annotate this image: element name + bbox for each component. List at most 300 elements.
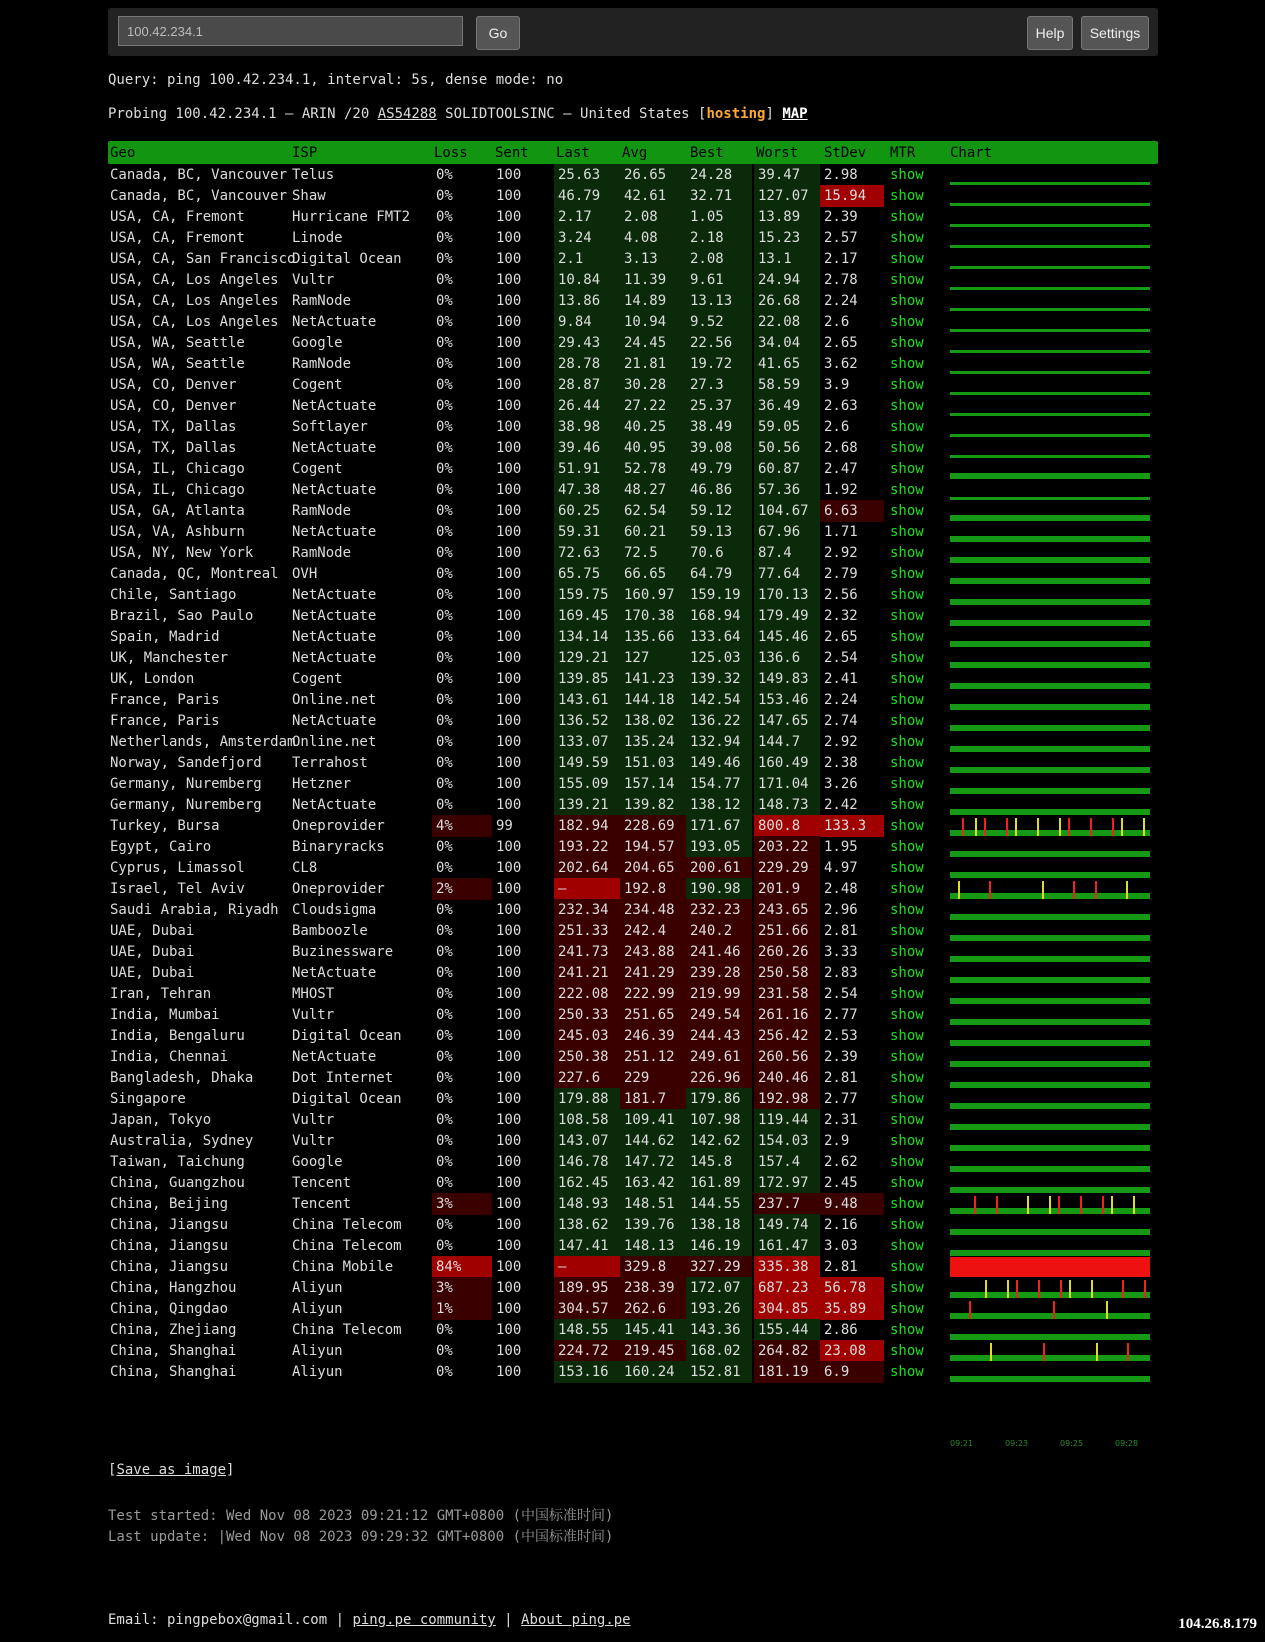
cell-worst: 144.7: [754, 731, 820, 753]
mtr-show-link[interactable]: show: [890, 1091, 924, 1107]
cell-loss: 0%: [436, 671, 453, 687]
cell-loss: 0%: [436, 188, 453, 204]
cell-isp: Bamboozle: [292, 923, 368, 939]
cell-geo: China, Guangzhou: [110, 1175, 245, 1191]
cell-sent: 99: [496, 818, 513, 834]
cell-last: 139.85: [554, 668, 620, 690]
save-row: [108, 1462, 234, 1478]
cell-sd: 2.38: [824, 755, 858, 771]
latency-sparkline: [950, 458, 1150, 480]
latency-sparkline: [950, 626, 1150, 648]
mtr-show-link[interactable]: show: [890, 1007, 924, 1023]
cell-isp: China Mobile: [292, 1259, 394, 1275]
mtr-show-link[interactable]: show: [890, 566, 924, 582]
cell-worst: 335.38: [754, 1256, 820, 1278]
latency-sparkline: [950, 1172, 1150, 1194]
cell-geo: France, Paris: [110, 713, 220, 729]
cell-worst: 127.07: [754, 185, 820, 207]
col-last: Last: [556, 145, 590, 161]
latency-sparkline: [950, 1109, 1150, 1131]
cell-geo: USA, WA, Seattle: [110, 335, 245, 351]
latency-sparkline: [950, 878, 1150, 900]
cell-sent: 100: [496, 167, 522, 183]
mtr-show-link[interactable]: show: [890, 755, 924, 771]
mtr-show-link[interactable]: show: [890, 881, 924, 897]
mtr-show-link[interactable]: show: [890, 776, 924, 792]
cell-worst: 155.44: [754, 1319, 820, 1341]
table-row: [108, 1298, 1158, 1320]
mtr-show-link[interactable]: show: [890, 839, 924, 855]
loss-spike: [984, 818, 986, 836]
cell-loss: 0%: [436, 923, 453, 939]
mtr-show-link[interactable]: show: [890, 419, 924, 435]
go-button[interactable]: Go: [476, 16, 520, 50]
mtr-show-link[interactable]: show: [890, 692, 924, 708]
mtr-show-link[interactable]: show: [890, 1070, 924, 1086]
mtr-show-link[interactable]: show: [890, 797, 924, 813]
mtr-show-link[interactable]: show: [890, 1301, 924, 1317]
cell-isp: Vultr: [292, 1007, 335, 1023]
mtr-show-link[interactable]: show: [890, 1154, 924, 1170]
cell-sd: 2.24: [824, 293, 858, 309]
mtr-show-link[interactable]: show: [890, 377, 924, 393]
cell-isp: Binaryracks: [292, 839, 385, 855]
cell-geo: Australia, Sydney: [110, 1133, 254, 1149]
bracket-close: ]: [226, 1462, 235, 1478]
mtr-show-link[interactable]: show: [890, 608, 924, 624]
cell-last: 232.34: [554, 899, 620, 921]
col-best: Best: [690, 145, 724, 161]
cell-avg: 160.97: [620, 584, 686, 606]
cell-isp: Aliyun: [292, 1280, 343, 1296]
table-row: [108, 248, 1158, 270]
about-link[interactable]: About ping.pe: [521, 1612, 631, 1628]
loss-spike: [1059, 818, 1061, 836]
cell-worst: 149.83: [754, 668, 820, 690]
latency-sparkline: [950, 416, 1150, 438]
latency-sparkline: [950, 1235, 1150, 1257]
latency-sparkline: [950, 899, 1150, 921]
cell-isp: Digital Ocean: [292, 1028, 402, 1044]
cell-best: 161.89: [686, 1172, 752, 1194]
cell-avg: 192.8: [620, 878, 686, 900]
cell-avg: 141.23: [620, 668, 686, 690]
cell-sent: 100: [496, 839, 522, 855]
cell-worst: 147.65: [754, 710, 820, 732]
table-row: [108, 857, 1158, 879]
cell-best: 219.99: [686, 983, 752, 1005]
mtr-show-link[interactable]: show: [890, 902, 924, 918]
cell-best: 179.86: [686, 1088, 752, 1110]
settings-button[interactable]: Settings: [1081, 16, 1149, 50]
latency-sparkline: [950, 1046, 1150, 1068]
cell-avg: 3.13: [620, 248, 686, 270]
cell-sd: 2.74: [824, 713, 858, 729]
cell-last: 29.43: [554, 332, 620, 354]
table-row: [108, 437, 1158, 459]
cell-isp: Tencent: [292, 1196, 352, 1212]
mtr-show-link[interactable]: show: [890, 1028, 924, 1044]
cell-sent: 100: [496, 398, 522, 414]
community-link[interactable]: ping.pe community: [352, 1612, 496, 1628]
cell-last: 245.03: [554, 1025, 620, 1047]
cell-sd: 2.77: [824, 1007, 858, 1023]
cell-last: 2.17: [554, 206, 620, 228]
cell-sent: 100: [496, 209, 522, 225]
cell-sent: 100: [496, 965, 522, 981]
cell-sent: 100: [496, 1175, 522, 1191]
cell-avg: 148.51: [620, 1193, 686, 1215]
table-row: [108, 1130, 1158, 1152]
mtr-show-link[interactable]: show: [890, 188, 924, 204]
latency-sparkline: [950, 1130, 1150, 1152]
cell-loss: 0%: [436, 503, 453, 519]
cell-loss: 0%: [436, 1049, 453, 1065]
cell-sent: 100: [496, 251, 522, 267]
mtr-show-link[interactable]: show: [890, 545, 924, 561]
cell-sd: 2.65: [824, 335, 858, 351]
mtr-show-link[interactable]: show: [890, 482, 924, 498]
cell-best: 152.81: [686, 1361, 752, 1383]
mtr-show-link[interactable]: show: [890, 167, 924, 183]
cell-geo: Brazil, Sao Paulo: [110, 608, 254, 624]
mtr-show-link[interactable]: show: [890, 1364, 924, 1380]
mtr-show-link[interactable]: show: [890, 524, 924, 540]
cell-geo: India, Bengaluru: [110, 1028, 245, 1044]
mtr-show-link[interactable]: show: [890, 1217, 924, 1233]
cell-sd: 2.53: [824, 1028, 858, 1044]
col-avg: Avg: [622, 145, 648, 161]
cell-last: 241.21: [554, 962, 620, 984]
table-row: [108, 332, 1158, 354]
cell-geo: Norway, Sandefjord: [110, 755, 262, 771]
cell-loss: 0%: [436, 986, 453, 1002]
footer-email: Email: pingpebox@gmail.com |: [108, 1612, 353, 1628]
cell-isp: NetActuate: [292, 713, 377, 729]
cell-geo: China, Shanghai: [110, 1343, 237, 1359]
cell-sd: 2.86: [824, 1322, 858, 1338]
mtr-show-link[interactable]: show: [890, 671, 924, 687]
cell-isp: Softlayer: [292, 419, 368, 435]
mtr-show-link[interactable]: show: [890, 860, 924, 876]
cell-geo: USA, CO, Denver: [110, 398, 237, 414]
mtr-show-link[interactable]: show: [890, 1196, 924, 1212]
cell-best: 125.03: [686, 647, 752, 669]
mtr-show-link[interactable]: show: [890, 1343, 924, 1359]
table-row: [108, 1361, 1158, 1383]
cell-avg: 40.25: [620, 416, 686, 438]
cell-geo: China, Jiangsu: [110, 1217, 229, 1233]
cell-avg: 62.54: [620, 500, 686, 522]
loss-spike: [1095, 881, 1097, 899]
mtr-show-link[interactable]: show: [890, 1238, 924, 1254]
cell-sd: 2.31: [824, 1112, 858, 1128]
cell-best: 142.62: [686, 1130, 752, 1152]
cell-isp: NetActuate: [292, 314, 377, 330]
cell-sent: 100: [496, 1049, 522, 1065]
cell-worst: 34.04: [754, 332, 820, 354]
loss-spike: [1121, 818, 1123, 836]
latency-sparkline: [950, 647, 1150, 669]
cell-isp: Online.net: [292, 734, 377, 750]
tick-label: 09:21: [950, 1439, 974, 1448]
cell-avg: 194.57: [620, 836, 686, 858]
mtr-show-link[interactable]: show: [890, 1259, 924, 1275]
col-chart: Chart: [950, 145, 993, 161]
cell-sent: 100: [496, 377, 522, 393]
mtr-show-link[interactable]: show: [890, 1049, 924, 1065]
cell-sd: 2.57: [824, 230, 858, 246]
mtr-show-link[interactable]: show: [890, 1280, 924, 1296]
mtr-show-link[interactable]: show: [890, 986, 924, 1002]
cell-loss: 0%: [436, 1007, 453, 1023]
corner-ip: 104.26.8.179: [1178, 1616, 1257, 1632]
cell-last: 26.44: [554, 395, 620, 417]
cell-sent: 100: [496, 1280, 522, 1296]
cell-isp: NetActuate: [292, 608, 377, 624]
cell-sd: 2.63: [824, 398, 858, 414]
mtr-show-link[interactable]: show: [890, 230, 924, 246]
cell-best: 193.05: [686, 836, 752, 858]
cell-geo: USA, CA, Los Angeles: [110, 272, 279, 288]
cell-best: 22.56: [686, 332, 752, 354]
cell-loss: 0%: [436, 713, 453, 729]
tick-label: 09:23: [1005, 1439, 1029, 1448]
cell-sd: 2.54: [824, 650, 858, 666]
cell-isp: NetActuate: [292, 629, 377, 645]
mtr-show-link[interactable]: show: [890, 251, 924, 267]
cell-worst: 251.66: [754, 920, 820, 942]
cell-avg: 329.8: [620, 1256, 686, 1278]
cell-isp: Digital Ocean: [292, 251, 402, 267]
cell-last: 149.59: [554, 752, 620, 774]
mtr-show-link[interactable]: show: [890, 335, 924, 351]
cell-avg: 222.99: [620, 983, 686, 1005]
loss-spike: [1133, 1196, 1135, 1214]
cell-geo: India, Chennai: [110, 1049, 229, 1065]
cell-last: 143.07: [554, 1130, 620, 1152]
mtr-show-link[interactable]: show: [890, 650, 924, 666]
latency-sparkline: [950, 248, 1150, 270]
mtr-show-link[interactable]: show: [890, 713, 924, 729]
cell-worst: 13.89: [754, 206, 820, 228]
cell-avg: 229: [620, 1067, 686, 1089]
cell-best: 244.43: [686, 1025, 752, 1047]
cell-last: 162.45: [554, 1172, 620, 1194]
cell-isp: NetActuate: [292, 1049, 377, 1065]
loss-spike: [969, 1301, 971, 1319]
latency-sparkline: [950, 290, 1150, 312]
loss-spike: [990, 1343, 992, 1361]
table-row: [108, 290, 1158, 312]
cell-best: 46.86: [686, 479, 752, 501]
save-as-image-link[interactable]: Save as image: [116, 1462, 227, 1478]
cell-sent: 100: [496, 482, 522, 498]
latency-sparkline: [950, 773, 1150, 795]
cell-isp: Vultr: [292, 1112, 335, 1128]
cell-last: 250.33: [554, 1004, 620, 1026]
mtr-show-link[interactable]: show: [890, 461, 924, 477]
cell-sd: 2.32: [824, 608, 858, 624]
cell-last: 182.94: [554, 815, 620, 837]
latency-sparkline: [950, 395, 1150, 417]
cell-geo: USA, CA, Los Angeles: [110, 314, 279, 330]
cell-best: 143.36: [686, 1319, 752, 1341]
table-row: [108, 983, 1158, 1005]
cell-last: 10.84: [554, 269, 620, 291]
cell-geo: Bangladesh, Dhaka: [110, 1070, 254, 1086]
latency-sparkline: [950, 983, 1150, 1005]
mtr-show-link[interactable]: show: [890, 293, 924, 309]
cell-worst: 145.46: [754, 626, 820, 648]
mtr-show-link[interactable]: show: [890, 965, 924, 981]
cell-best: 133.64: [686, 626, 752, 648]
cell-best: 190.98: [686, 878, 752, 900]
mtr-show-link[interactable]: show: [890, 1112, 924, 1128]
cell-last: 241.73: [554, 941, 620, 963]
cell-loss: 0%: [436, 944, 453, 960]
cell-worst: 250.58: [754, 962, 820, 984]
hosting-tag: hosting: [706, 106, 766, 122]
asn-link[interactable]: AS54288: [377, 106, 437, 122]
cell-worst: 119.44: [754, 1109, 820, 1131]
cell-best: 64.79: [686, 563, 752, 585]
cell-isp: RamNode: [292, 293, 352, 309]
cell-sent: 100: [496, 1091, 522, 1107]
mtr-show-link[interactable]: show: [890, 272, 924, 288]
cell-isp: CL8: [292, 860, 318, 876]
cell-avg: 4.08: [620, 227, 686, 249]
loss-spike: [1043, 1343, 1045, 1361]
cell-isp: Cogent: [292, 671, 343, 687]
test-started: Test started: Wed Nov 08 2023 09:21:12 GMT+0800 (中国标准时间): [108, 1508, 614, 1524]
mtr-show-link[interactable]: show: [890, 1175, 924, 1191]
table-row: [108, 731, 1158, 753]
mtr-show-link[interactable]: show: [890, 1133, 924, 1149]
cell-worst: 57.36: [754, 479, 820, 501]
latency-sparkline: [950, 731, 1150, 753]
map-link[interactable]: MAP: [782, 106, 808, 122]
mtr-show-link[interactable]: show: [890, 398, 924, 414]
cell-geo: USA, CA, Fremont: [110, 230, 245, 246]
cell-loss: 4%: [432, 815, 492, 837]
cell-isp: RamNode: [292, 503, 352, 519]
cell-loss: 0%: [436, 566, 453, 582]
table-row: [108, 1025, 1158, 1047]
cell-best: 146.19: [686, 1235, 752, 1257]
help-button[interactable]: Help: [1027, 16, 1073, 50]
cell-avg: 24.45: [620, 332, 686, 354]
cell-loss: 0%: [436, 167, 453, 183]
table-row: [108, 164, 1158, 186]
loss-spike: [1090, 818, 1092, 836]
cell-last: 139.21: [554, 794, 620, 816]
mtr-show-link[interactable]: show: [890, 356, 924, 372]
cell-isp: NetActuate: [292, 965, 377, 981]
loss-spike: [1106, 1301, 1108, 1319]
loss-spike: [1122, 1280, 1124, 1298]
cell-worst: 171.04: [754, 773, 820, 795]
col-loss: Loss: [434, 145, 468, 161]
cell-last: 155.09: [554, 773, 620, 795]
cell-best: 249.61: [686, 1046, 752, 1068]
cell-best: 13.13: [686, 290, 752, 312]
mtr-show-link[interactable]: show: [890, 209, 924, 225]
probe-org: SOLIDTOOLSINC – United States [: [436, 106, 707, 122]
mtr-show-link[interactable]: show: [890, 587, 924, 603]
cell-last: 148.55: [554, 1319, 620, 1341]
cell-sent: 100: [496, 1196, 522, 1212]
query-toolbar: [108, 8, 1158, 56]
cell-avg: 144.18: [620, 689, 686, 711]
cell-loss: 0%: [436, 461, 453, 477]
table-row: [108, 353, 1158, 375]
cell-loss: 0%: [436, 524, 453, 540]
mtr-show-link[interactable]: show: [890, 440, 924, 456]
mtr-show-link[interactable]: show: [890, 734, 924, 750]
mtr-show-link[interactable]: show: [890, 944, 924, 960]
cell-sd: 3.33: [824, 944, 858, 960]
cell-best: 239.28: [686, 962, 752, 984]
table-row: [108, 752, 1158, 774]
latency-sparkline: [950, 857, 1150, 879]
cell-sd: 2.9: [824, 1133, 850, 1149]
cell-sent: 100: [496, 566, 522, 582]
cell-sent: 100: [496, 1007, 522, 1023]
latency-sparkline: [950, 1151, 1150, 1173]
mtr-show-link[interactable]: show: [890, 503, 924, 519]
cell-isp: NetActuate: [292, 797, 377, 813]
cell-geo: USA, TX, Dallas: [110, 419, 237, 435]
cell-sent: 100: [496, 944, 522, 960]
cell-sd: 1.92: [824, 482, 858, 498]
cell-sd: 2.16: [824, 1217, 858, 1233]
cell-loss: 3%: [432, 1193, 492, 1215]
cell-sd: 2.77: [824, 1091, 858, 1107]
cell-worst: 192.98: [754, 1088, 820, 1110]
cell-loss: 0%: [436, 377, 453, 393]
cell-sent: 100: [496, 524, 522, 540]
mtr-show-link[interactable]: show: [890, 629, 924, 645]
cell-geo: USA, WA, Seattle: [110, 356, 245, 372]
cell-avg: 234.48: [620, 899, 686, 921]
ip-input[interactable]: [118, 16, 463, 46]
cell-best: 9.52: [686, 311, 752, 333]
cell-geo: USA, GA, Atlanta: [110, 503, 245, 519]
cell-geo: Iran, Tehran: [110, 986, 212, 1002]
cell-isp: Cogent: [292, 377, 343, 393]
mtr-show-link[interactable]: show: [890, 923, 924, 939]
table-row: [108, 500, 1158, 522]
cell-worst: 231.58: [754, 983, 820, 1005]
cell-best: 59.13: [686, 521, 752, 543]
latency-sparkline: [950, 1067, 1150, 1089]
cell-best: 136.22: [686, 710, 752, 732]
cell-geo: Cyprus, Limassol: [110, 860, 245, 876]
cell-avg: 135.66: [620, 626, 686, 648]
cell-sent: 100: [496, 734, 522, 750]
cell-sd: 2.6: [824, 419, 850, 435]
cell-loss: 0%: [436, 1133, 453, 1149]
cell-sent: 100: [496, 881, 522, 897]
cell-sent: 100: [496, 314, 522, 330]
mtr-show-link[interactable]: show: [890, 818, 924, 834]
cell-loss: 0%: [436, 587, 453, 603]
cell-worst: 157.4: [754, 1151, 820, 1173]
mtr-show-link[interactable]: show: [890, 314, 924, 330]
mtr-show-link[interactable]: show: [890, 1322, 924, 1338]
cell-sd: 2.92: [824, 734, 858, 750]
